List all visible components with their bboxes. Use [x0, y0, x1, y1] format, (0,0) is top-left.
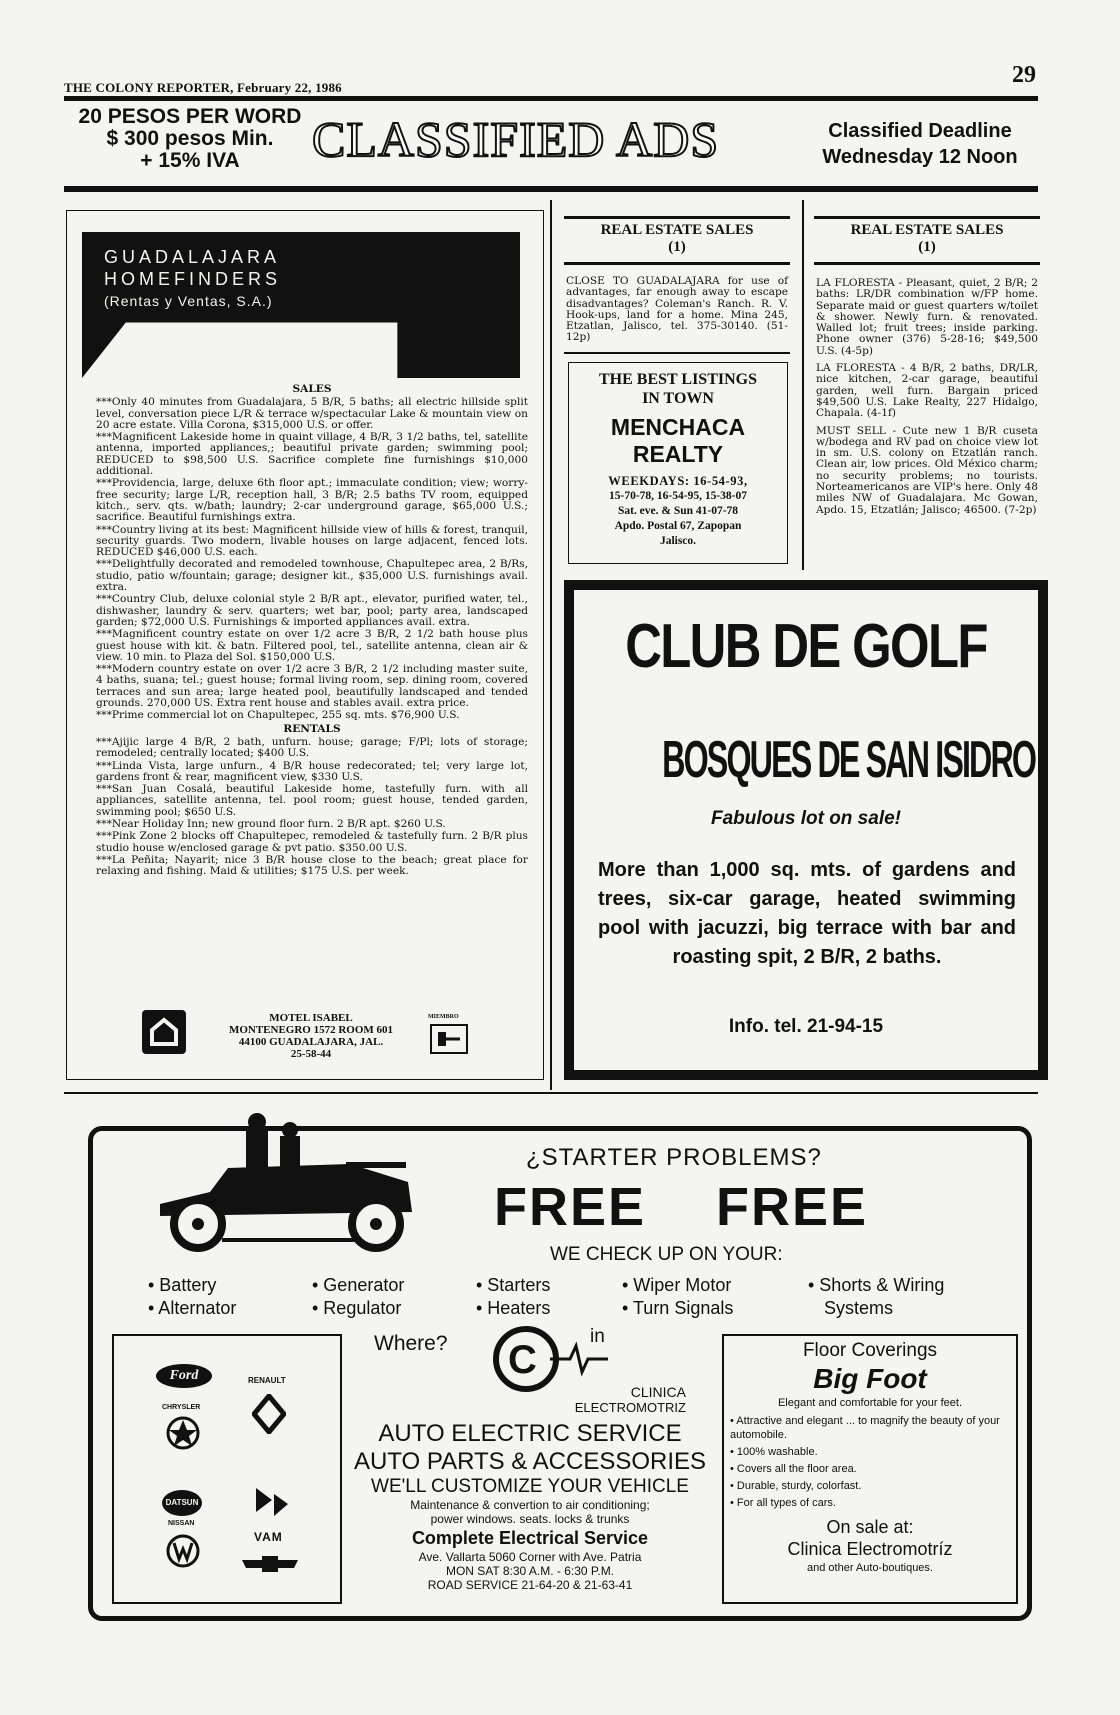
- rental-listing: ***La Peñita; Nayarit; nice 3 B/R house close to the beach; great place for relaxing and fishing. Maid & utilities; $175 U.S. per week.: [96, 853, 528, 878]
- address-line-2: MONTENEGRO 1572 ROOM 601: [228, 1024, 394, 1036]
- paper-dateline: THE COLONY REPORTER, February 22, 1986: [64, 80, 342, 95]
- clinica-logo-line-2: ELECTROMOTRIZ: [574, 1400, 686, 1415]
- volkswagen-logo-icon: [166, 1534, 200, 1568]
- sales-listing: ***Country living at its best: Magnificent hillside view of hills & forest, tranquil, security guards. Two modern, livable houses on large adjacent, fenced lots. REDUCED $46,000 U.S. each.: [96, 523, 528, 559]
- sales-heading: SALES: [292, 383, 332, 395]
- rate-line-3: + 15% IVA: [140, 149, 240, 172]
- check-up-line: WE CHECK UP ON YOUR:: [550, 1244, 783, 1265]
- deadline-line-2: Wednesday 12 Noon: [822, 146, 1018, 168]
- clinica-logo-text: [496, 1385, 686, 1415]
- rate-line-2: $ 300 pesos Min.: [106, 127, 274, 150]
- sales-listing: ***Only 40 minutes from Guadalajara, 5 B/R, 5 baths; all electric hillside split level, conversation piece L/R & terrace w/spectacular Lake & mountain view on 20 acre estate. Villa Corona, $315,000 U.S. or offer.: [96, 396, 528, 431]
- maintenance-line-1: Maintenance & convertion to air conditioning;: [410, 1498, 650, 1512]
- re2-heading-text: REAL ESTATE SALES: [850, 222, 1004, 238]
- re2-bottom-rule: [814, 262, 1040, 265]
- column-divider-1: [550, 200, 552, 1090]
- homefinders-address: [196, 1012, 426, 1060]
- service-item: • Starters: [476, 1275, 551, 1295]
- re1-heading-number: (1): [668, 239, 686, 255]
- homefinders-listings: [96, 384, 528, 878]
- address-phone: 25-58-44: [290, 1048, 332, 1060]
- chrysler-logo-label: CHRYSLER: [162, 1404, 201, 1411]
- floor-coverings-content: [730, 1340, 1010, 1576]
- floor-feature: • For all types of cars.: [730, 1497, 836, 1509]
- logo-line-1: GUADALAJARA: [104, 247, 281, 267]
- rental-listing: ***Linda Vista, large unfurn., 4 B/R house redecorated; tel; very large lot, gardens front & rear, magnificent view, $330 U.S.: [96, 759, 528, 783]
- service-item: • Battery: [148, 1275, 217, 1295]
- datsun-logo: DATSUN: [162, 1490, 202, 1516]
- re2-listing: MUST SELL - Cute new 1 B/R cuseta w/bodega and RV pad on choice view lot in sm. U.S. colony on Etzatlán ranch. Clean air, low prices. Old México charm; no security problems; no tourists. Norteamericanos are VIP's here. Only 48 miles NW of Guadalajara. Mc Gowan, Apdo. 15, Etzatlán; Jalisco; 46500. (7-2p): [816, 424, 1038, 516]
- menchaca-state: Jalisco.: [659, 535, 697, 547]
- rental-listing: ***Pink Zone 2 blocks off Chapultepec, remodeled & tastefully furn. 2 B/R plus studio house w/enclosed garage & pvt patio. $350.00 U.S.: [96, 830, 528, 854]
- sales-listing: ***Magnificent country estate on over 1/2 acre 3 B/R, 2 1/2 bath house plus guest house with kit. & batn. Filtered pool, tel., satellite antenna, clean air & view. 10 min. to Plaza del Sol. $150,000 U.S.: [96, 628, 528, 663]
- address-line-3: 44100 GUADALAJARA, JAL.: [238, 1036, 384, 1048]
- section-rule: [64, 1092, 1038, 1094]
- member-logo-icon: [430, 1024, 468, 1054]
- menchaca-weekdays: WEEKDAYS: 16-54-93,: [608, 474, 748, 488]
- page-number: 29: [1012, 62, 1036, 88]
- logo-line-2: HOMEFINDERS: [104, 269, 282, 289]
- vintage-car-illustration: [150, 1100, 440, 1270]
- re1-heading-text: REAL ESTATE SALES: [600, 222, 754, 238]
- re2-top-rule: [814, 216, 1040, 219]
- clinica-name: Clinica Electromotríz: [787, 1539, 953, 1559]
- re1-ad: CLOSE TO GUADALAJARA for use of advantages, far enough away to escape disadvantages? Coleman's Ranch. R. V. Hook-ups, land for a home. Mina 245, Etzatlan, Jalisco, tel. 375-30140. (51-12p): [566, 275, 788, 344]
- sales-listing: ***Country Club, deluxe colonial style 2 B/R apt., elevator, purified water, tel., dishwasher, laundry & serv. quarters; wet bar, pool; party area, landscaped garden; $72,000 U.S. Furnishings & imported appliances avail. extra.: [96, 593, 528, 628]
- nissan-logo-label: NISSAN: [168, 1520, 195, 1527]
- masthead-top-rule: [64, 96, 1038, 101]
- golf-title: CLUB DE GOLF: [625, 612, 987, 681]
- re1-heading: [564, 222, 790, 256]
- sales-listing: ***Prime commercial lot on Chapultepec, 255 sq. mts. $76,900 U.S.: [96, 709, 460, 722]
- free-text-1: FREE: [494, 1177, 647, 1237]
- logo-line-3: (Rentas y Ventas, S.A.): [104, 293, 273, 309]
- starter-question: ¿STARTER PROBLEMS?: [526, 1144, 822, 1171]
- rentals-heading: RENTALS: [283, 722, 341, 735]
- rental-listing: ***Ajijic large 4 B/R, 2 bath, unfurn. house; garage; F/Pl; lots of storage; remodeled; centrally located; $400 U.S.: [96, 735, 528, 760]
- re1-bottom-rule: [564, 262, 790, 265]
- classified-title: CLASSIFIED ADS: [312, 111, 720, 167]
- masthead-bottom-rule: [64, 186, 1038, 192]
- bigfoot-logo: Big Foot: [813, 1363, 927, 1394]
- golf-tagline: Fabulous lot on sale!: [710, 808, 901, 829]
- homefinders-logo-text: [104, 246, 281, 312]
- floor-feature: • 100% washable.: [730, 1446, 818, 1458]
- customize-line: WE'LL CUSTOMIZE YOUR VEHICLE: [371, 1476, 689, 1497]
- deadline-box: [800, 118, 1040, 170]
- golf-info: Info. tel. 21-94-15: [728, 1016, 884, 1037]
- complete-electrical: Complete Electrical Service: [411, 1528, 649, 1548]
- re2-heading: [814, 222, 1040, 256]
- service-item: • Shorts & Wiring: [808, 1275, 945, 1295]
- elegant-line: Elegant and comfortable for your feet.: [777, 1397, 963, 1409]
- service-item: Systems: [824, 1298, 894, 1318]
- service-hours: MON SAT 8:30 A.M. - 6:30 P.M.: [445, 1564, 615, 1578]
- renault-diamond-icon: [252, 1394, 286, 1434]
- member-label: MIEMBRO: [428, 1014, 459, 1020]
- chevrolet-bowtie-icon: [240, 1556, 300, 1572]
- menchaca-name-2: REALTY: [632, 441, 724, 467]
- sales-listing: ***Modern country estate on over 1/2 acre 3 B/R, 2 1/2 including master suite, 4 baths, suana; tel.; guest house; formal living room, sep. dining room, covered terraces and sun area; large heated pool, beautifully landscaped and tended grounds. 270,000 US. Extra rent house and stables avail. extra price.: [96, 663, 528, 710]
- brand-logos: [112, 1334, 342, 1604]
- menchaca-tagline-1: THE BEST LISTINGS: [598, 371, 757, 388]
- rate-line-1: 20 PESOS PER WORD: [78, 105, 302, 128]
- menchaca-contact: [570, 474, 786, 549]
- clinica-logo-line-1: CLINICA: [630, 1384, 686, 1400]
- floor-feature: • Attractive and elegant ... to magnify the beauty of your automobile.: [730, 1415, 1000, 1441]
- service-address: Ave. Vallarta 5060 Corner with Ave. Patria: [418, 1550, 642, 1564]
- maintenance-line-2: power windows. seats. locks & trunks: [430, 1512, 630, 1526]
- menchaca-address: Apdo. Postal 67, Zapopan: [614, 520, 742, 532]
- svg-text:C: C: [508, 1338, 537, 1382]
- address-line-1: MOTEL ISABEL: [269, 1012, 353, 1024]
- service-item: • Generator: [312, 1275, 405, 1295]
- renault-logo-label: RENAULT: [248, 1376, 286, 1385]
- service-item: • Wiper Motor: [622, 1275, 732, 1295]
- rental-listing: ***San Juan Cosalá, beautiful Lakeside home, tastefully furn. with all appliances, satellite antenna, tel. pool room; guest house, tended garden, swimming pool; $650 U.S.: [96, 783, 528, 818]
- re2-listing: LA FLORESTA - 4 B/R, 2 baths, DR/LR, nice kitchen, 2-car garage, beautiful garden, well furn. Bargain priced $49,500 U.S. Lake Realty, 227 Hidalgo, Chapala. (4-1f): [816, 362, 1038, 420]
- auto-parts-accessories: AUTO PARTS & ACCESSORIES: [353, 1448, 707, 1475]
- golf-body: More than 1,000 sq. mts. of gardens and trees, six-car garage, heated swimming pool with jacuzzi, big terrace with bar and roasting spit, 2 B/R, 2 baths.: [598, 859, 1016, 968]
- service-item: • Regulator: [312, 1298, 402, 1318]
- rental-listing: ***Near Holiday Inn; new ground floor furn. 2 B/R apt. $260 U.S.: [96, 817, 446, 830]
- house-icon: [142, 1010, 186, 1054]
- re1-ad-rule: [564, 352, 790, 354]
- clinica-logo-icon: [490, 1324, 610, 1394]
- road-service: ROAD SERVICE 21-64-20 & 21-63-41: [427, 1578, 633, 1592]
- auto-electric-service: AUTO ELECTRIC SERVICE: [378, 1420, 682, 1447]
- free-text-2: FREE: [716, 1177, 869, 1237]
- menchaca-tagline: [568, 370, 788, 408]
- menchaca-tagline-2: IN TOWN: [642, 390, 714, 407]
- re1-top-rule: [564, 216, 790, 219]
- service-info: [330, 1420, 730, 1592]
- service-item: • Turn Signals: [622, 1298, 734, 1318]
- floor-feature: • Durable, sturdy, colorfast.: [730, 1480, 862, 1492]
- menchaca-name: [568, 414, 788, 468]
- where-label: Where?: [374, 1332, 448, 1355]
- vam-logo-label: VAM: [254, 1530, 283, 1544]
- boutiques-line: and other Auto-boutiques.: [807, 1562, 933, 1574]
- menchaca-name-1: MENCHACA: [610, 414, 746, 440]
- menchaca-phones: 15-70-78, 16-54-95, 15-38-07: [609, 490, 747, 502]
- column-divider-2: [802, 200, 804, 570]
- re2-listings: [816, 278, 1038, 517]
- re2-listing: LA FLORESTA - Pleasant, quiet, 2 B/R; 2 baths: LR/DR combination w/FP home. Separate maid or guest quarters w/toilet & shower. Newly furn. & renovated. Walled lot; fruit trees; inside parking. Phone owner (376) 5-28-16; $49,500 U.S. (4-5p): [816, 277, 1038, 357]
- sales-listing: ***Providencia, large, deluxe 6th floor apt.; immaculate condition; view; worry-free security; large L/R, reception hall, 3 B/R; 2.5 baths TV room, equipped kitch., serv. qts. w/bath; laundry; 2-car underground garage, $65,000 U.S.; sacrifice. Beautiful furnishings extra.: [96, 477, 528, 524]
- rate-box: [60, 106, 320, 172]
- floor-title: Floor Coverings: [802, 1340, 938, 1361]
- ford-logo: Ford: [156, 1364, 212, 1388]
- golf-subtitle: BOSQUES DE SAN ISIDRO: [662, 731, 1036, 789]
- chrysler-star-icon: [166, 1416, 200, 1450]
- menchaca-weekend: Sat. eve. & Sun 41-07-78: [617, 505, 739, 517]
- deadline-line-1: Classified Deadline: [828, 120, 1012, 142]
- floor-feature: • Covers all the floor area.: [730, 1463, 857, 1475]
- service-item: • Heaters: [476, 1298, 551, 1318]
- re2-heading-number: (1): [918, 239, 936, 255]
- sales-listing: ***Magnificent Lakeside home in quaint village, 4 B/R, 3 1/2 baths, tel, satellite antenna, imported appliances,; beautiful private garden; swimming pool; REDUCED to $98,500 U.S. Sacrifice complete fine furnishings $10,000 additional.: [96, 431, 528, 478]
- service-item: • Alternator: [148, 1298, 237, 1318]
- sales-listing: ***Delightfully decorated and remodeled townhouse, Chapultepec area, 2 B/Rs, studio, patio w/fountain; garage; designer kit., $35,000 U.S. furnishings avail. extra.: [96, 558, 528, 594]
- on-sale-label: On sale at:: [826, 1517, 914, 1537]
- vam-chevron-icon: [252, 1484, 292, 1524]
- in-label: in: [590, 1326, 605, 1347]
